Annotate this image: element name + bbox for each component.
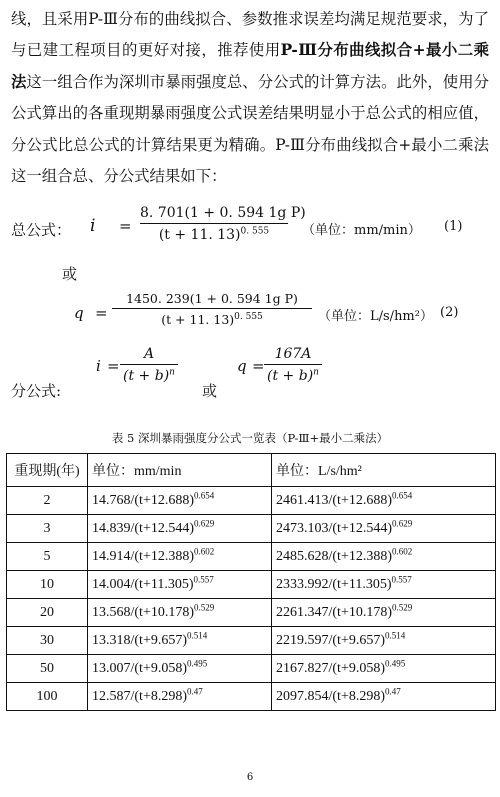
formula-2-denominator: (t + 11. 13)$^{0. 555}$ — [161, 311, 263, 327]
cell-formula-mm-min: $13.568/(t+10.178)^{0.529}$ — [88, 599, 272, 627]
cell-exponent: 0.602 — [392, 545, 413, 556]
formula-1-variable: i — [90, 216, 96, 236]
cell-exponent: 0.47 — [187, 685, 203, 696]
cell-period: 100 — [7, 683, 88, 711]
header-unit-l-s-hm2: 单位：L/s/hm² — [272, 454, 496, 487]
formula-2-fraction-bar — [112, 308, 312, 309]
formula-1-equals: = — [119, 217, 132, 235]
formula-1-number: (1) — [444, 219, 463, 234]
table-row — [7, 655, 496, 683]
cell-formula-mm-min: $14.768/(t+12.688)^{0.654}$ — [88, 487, 272, 515]
cell-exponent: 0.629 — [392, 517, 413, 528]
cell-period: 3 — [7, 515, 88, 543]
formula-1-fraction-bar — [140, 223, 288, 224]
formula-3-or: 或 — [202, 382, 218, 400]
formula-3-i-denominator: $(t + b)^n$ — [123, 367, 175, 384]
cell-formula-l-s-hm2: $2097.854/(t+8.298)^{0.47}$ — [272, 683, 496, 711]
formula-2-unit: （单位：L/s/hm²） — [318, 309, 433, 324]
table-row — [7, 627, 496, 655]
table-row — [7, 515, 496, 543]
table-row — [7, 571, 496, 599]
cell-formula-l-s-hm2: $2219.597/(t+9.657)^{0.514}$ — [272, 627, 496, 655]
cell-period: 20 — [7, 599, 88, 627]
cell-exponent: 0.654 — [194, 489, 215, 500]
formula-3-q-fraction — [264, 346, 322, 384]
table-header-row — [7, 454, 496, 487]
formula-3-q-fraction-bar — [264, 364, 322, 365]
formula-3-q-numerator: 167A — [274, 346, 312, 362]
formula-3-i-fraction — [120, 346, 178, 384]
cell-formula-mm-min: $14.839/(t+12.544)^{0.629}$ — [88, 515, 272, 543]
cell-formula-mm-min: $14.004/(t+11.305)^{0.557}$ — [88, 571, 272, 599]
header-unit-mm-min: 单位：mm/min — [88, 454, 272, 487]
body-paragraph — [11, 4, 489, 192]
formula-1-fraction — [140, 205, 306, 243]
paragraph-bold-method: P-Ⅲ分布曲线拟合+最小二乘法 — [11, 41, 489, 91]
cell-exponent: 0.629 — [194, 517, 215, 528]
cell-formula-l-s-hm2: $2461.413/(t+12.688)^{0.654}$ — [272, 487, 496, 515]
formula-2-exponent: 0. 555 — [234, 311, 263, 322]
cell-formula-l-s-hm2: $2333.992/(t+11.305)^{0.557}$ — [272, 571, 496, 599]
formula-1-denominator: (t + 11. 13)$^{0. 555}$ — [158, 226, 270, 243]
cell-period: 30 — [7, 627, 88, 655]
cell-exponent: 0.602 — [194, 545, 215, 556]
formula-2-equals: = — [95, 304, 108, 322]
cell-exponent: 0.495 — [187, 657, 208, 668]
formula-1-unit: （单位：mm/min） — [302, 223, 421, 238]
cell-period: 10 — [7, 571, 88, 599]
formula-2-numerator: 1450. 239(1 + 0. 594 1g P) — [126, 291, 298, 306]
cell-exponent: 0.495 — [385, 657, 406, 668]
cell-formula-l-s-hm2: $2261.347/(t+10.178)^{0.529}$ — [272, 599, 496, 627]
cell-exponent: 0.514 — [385, 629, 406, 640]
formula-3-i-exponent: n — [169, 367, 175, 378]
cell-exponent: 0.529 — [392, 601, 413, 612]
paragraph-part-1: 线，且采用P-Ⅲ分布的曲线拟合、参数推求误差均满足规范要求，为了与已建工程项目的更好对接，推荐使用 — [11, 10, 489, 60]
or-label: 或 — [62, 265, 78, 283]
cell-formula-mm-min: $12.587/(t+8.298)^{0.47}$ — [88, 683, 272, 711]
cell-formula-l-s-hm2: $2473.103/(t+12.544)^{0.629}$ — [272, 515, 496, 543]
cell-exponent: 0.654 — [392, 489, 413, 500]
formula-2-fraction — [112, 291, 312, 327]
page-number: 6 — [246, 772, 254, 783]
cell-period: 2 — [7, 487, 88, 515]
cell-period: 5 — [7, 543, 88, 571]
cell-exponent: 0.557 — [391, 573, 412, 584]
cell-formula-l-s-hm2: $2167.827/(t+9.058)^{0.495}$ — [272, 655, 496, 683]
cell-formula-l-s-hm2: $2485.628/(t+12.388)^{0.602}$ — [272, 543, 496, 571]
formula-3-i-fraction-bar — [120, 364, 178, 365]
cell-exponent: 0.47 — [385, 685, 401, 696]
cell-formula-mm-min: $14.914/(t+12.388)^{0.602}$ — [88, 543, 272, 571]
formula-3-q-variable: q — [237, 357, 247, 375]
table-body — [7, 487, 496, 711]
cell-exponent: 0.529 — [194, 601, 215, 612]
table-caption: 表 5 深圳暴雨强度分公式一览表（P-Ⅲ+最小二乘法） — [111, 431, 389, 445]
cell-formula-mm-min: $13.318/(t+9.657)^{0.514}$ — [88, 627, 272, 655]
cell-period: 50 — [7, 655, 88, 683]
table-row — [7, 487, 496, 515]
table-row — [7, 683, 496, 711]
formula-3-q-exponent: n — [313, 367, 319, 378]
formula-3-i-variable: i — [96, 357, 101, 375]
formula-1-exponent: 0. 555 — [240, 226, 270, 237]
header-period: 重现期(年) — [7, 454, 88, 487]
cell-exponent: 0.557 — [193, 573, 214, 584]
sub-formula-label: 分公式: — [11, 382, 62, 400]
formula-3-i-equals: = — [107, 357, 120, 375]
table-row — [7, 543, 496, 571]
formula-table — [6, 453, 496, 711]
formula-2-number: (2) — [440, 305, 459, 320]
cell-exponent: 0.514 — [187, 629, 208, 640]
cell-formula-mm-min: $13.007/(t+9.058)^{0.495}$ — [88, 655, 272, 683]
formula-1-numerator: 8. 701(1 + 0. 594 1g P) — [140, 205, 306, 221]
formula-2-variable: q — [74, 304, 84, 322]
formula-3-q-equals: = — [252, 357, 265, 375]
total-formula-label: 总公式： — [11, 221, 72, 239]
formula-3-q-denominator: $(t + b)^n$ — [267, 367, 319, 384]
formula-3-i-numerator: A — [143, 346, 155, 362]
table-row — [7, 599, 496, 627]
paragraph-part-2: 这一组合作为深圳市暴雨强度总、分公式的计算方法。此外，使用分公式算出的各重现期暴雨强度公式误差结果明显小于总公式的相应值，分公式比总公式的计算结果更为精确。P-Ⅲ分布曲线拟合+最小二乘法这一组合总、分公式结果如下： — [11, 72, 489, 186]
